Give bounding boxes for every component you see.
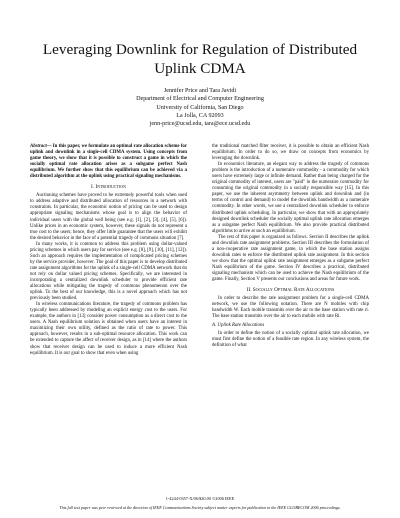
- body-paragraph: In order to describe the rate assignment problem for a single-cell CDMA network, we use the following notation. There are N mobiles with chip bandwidth W. Each mobile transmits over the air to the base station with rate ri. The base station transmits over the air to each mobile with rate Ri.: [212, 296, 369, 320]
- author-city: La Jolla, CA 92093: [176, 112, 224, 119]
- author-department: Department of Electrical and Computer Engineering: [136, 96, 264, 103]
- body-paragraph: Auctioning schemes have proved to be extremely powerful tools when used to address adaptive and distributed allocation of resources in a network with constraints. In particular, the economic notion of pricing can be used to design appropriate signaling mechanisms whose goal is to align the behavior of individual users with the global well being (see e.g. [1], [2], [3], [4], [5], [6]). Unlike prices in an economic system, however, these signals do not represent a true cost to the users; hence, they offer little guarantee that the users will exhibit the desired behavior in the face of a potential tragedy of commons situation [7].: [30, 193, 187, 241]
- subsection-heading-uplink: A. Uplink Rate Allocations: [212, 323, 265, 329]
- abstract-text: — In this paper, we formulate an optimal rate allocation scheme for uplink and downlink in a single-cell CDMA system. Using concepts from game theory, we show that it is possible to construct a game in which the socially optimal rate allocation arises as a subgame perfect Nash equilibrium. We further show that this equilibrium can be achieved via a distributed algorithm at the uplink using practical signaling mechanisms.: [30, 144, 187, 180]
- author-names: Jennifer Price and Tara Javidi: [163, 88, 237, 94]
- body-paragraph: The rest of this paper is organized as follows. Section II describes the uplink and downlink rate assignment problems. Section III describes the formulation of a non-cooperative rate assignment game, in which the base station assigns downlink rates to enforce the distributed uplink rate assignment. In this section we show that the optimal uplink rate assignment emerges as a subgame perfect Nash equilibrium of the game. Section IV describes a practical, distributed signaling mechanism which can be used to achieve the Nash equilibrium of the game. Finally, Section V presents our conclusions and areas for future work.: [212, 234, 369, 283]
- section-heading-socially-optimal: II. Socially Optimal Rate Allocations: [246, 287, 335, 294]
- body-paragraph: In order to define the notion of a socially optimal uplink rate allocation, we must first define the notion of a feasible rate region. In any wireless system, the definition of what: [212, 331, 369, 349]
- body-paragraph: In economics literature, an elegant way to address the tragedy of commons problem is the introduction of a numeraire commodity - a commodity for which users have extremely large or infinite demand. Rather than being charged for the original commodity of interest, users are "paid" in the numeraire commodity for consuming the original commodity in a socially responsible way [15]. In this paper, we use the inherent asymmetry between uplink and downlink and (in terms of control and demand) to model the downlink bandwidth as a numeraire commodity. In other words, we use a centralized downlink scheduler to enforce distributed uplink scheduling. In particular, we show that with an appropriately designed downlink scheduler the socially optimal uplink rate allocation emerges as a subgame perfect Nash equilibrium. We also provide practical distributed algorithms to arrive at such an equilibrium.: [212, 162, 369, 234]
- section-heading-introduction: I. Introduction: [91, 184, 126, 191]
- author-block: [40, 87, 360, 128]
- right-column: [212, 144, 369, 350]
- body-paragraph: In many works, it is common to address this problem using dollar-valued pricing schemes in which users pay for service (see e.g. [8], [9], [10], [11], [12]). Such an approach requires the implementation of complicated pricing schemes by the service provider, however. The goal of this paper is to develop distributed rate assignment algorithms for the uplink of a single-cell CDMA network that do not rely on dollar valued pricing schemes. Specifically, we are interested in incorporating a centralized downlink scheduler to provide efficient rate allocations while mitigating the tragedy of commons phenomenon over the uplink. To the best of our knowledge, this is a novel approach which has not previously been studied.: [30, 241, 187, 302]
- abstract: [30, 144, 187, 180]
- body-paragraph: the traditional matched filter receiver, it is possible to obtain an efficient Nash equilibrium. In order to do so, we draw on concepts from economics by leveraging the downlink.: [212, 144, 369, 162]
- footer-note: This full text paper was peer reviewed at the direction of IEEE Communications Society subject matter experts for publication in the IEEE GLOBECOM 2006 proceedings.: [59, 505, 341, 510]
- author-email: jenn-price@ucsd.edu, tara@ece.ucsd.edu: [149, 121, 251, 128]
- paper-title: Leveraging Downlink for Regulation of Distributed Uplink CDMA: [42, 41, 358, 77]
- author-university: University of California, San Diego: [156, 104, 244, 111]
- abstract-lead: Abstract: [30, 144, 47, 149]
- left-column: [30, 144, 187, 357]
- body-paragraph: In wireless communications literature, the tragedy of commons problem has typically been addressed by modeling an explicit energy cost to the users. For example, the authors in [13] consider power consumption as a direct cost to the users. A Nash equilibrium solution is obtained when users have an interest in maximizing their own utility, defined as the ratio of rate to power. This approach, however, results in a sub-optimal resource allocation. This work can be extended to capture the affect of receiver design, as in [14] where the authors show that receiver design can be used to induce a more efficient Nash equilibrium. It is our goal to show that even when using: [30, 302, 187, 356]
- footer-isbn: 1-4244-0357-X/06/$20.00 ©2006 IEEE: [165, 496, 235, 501]
